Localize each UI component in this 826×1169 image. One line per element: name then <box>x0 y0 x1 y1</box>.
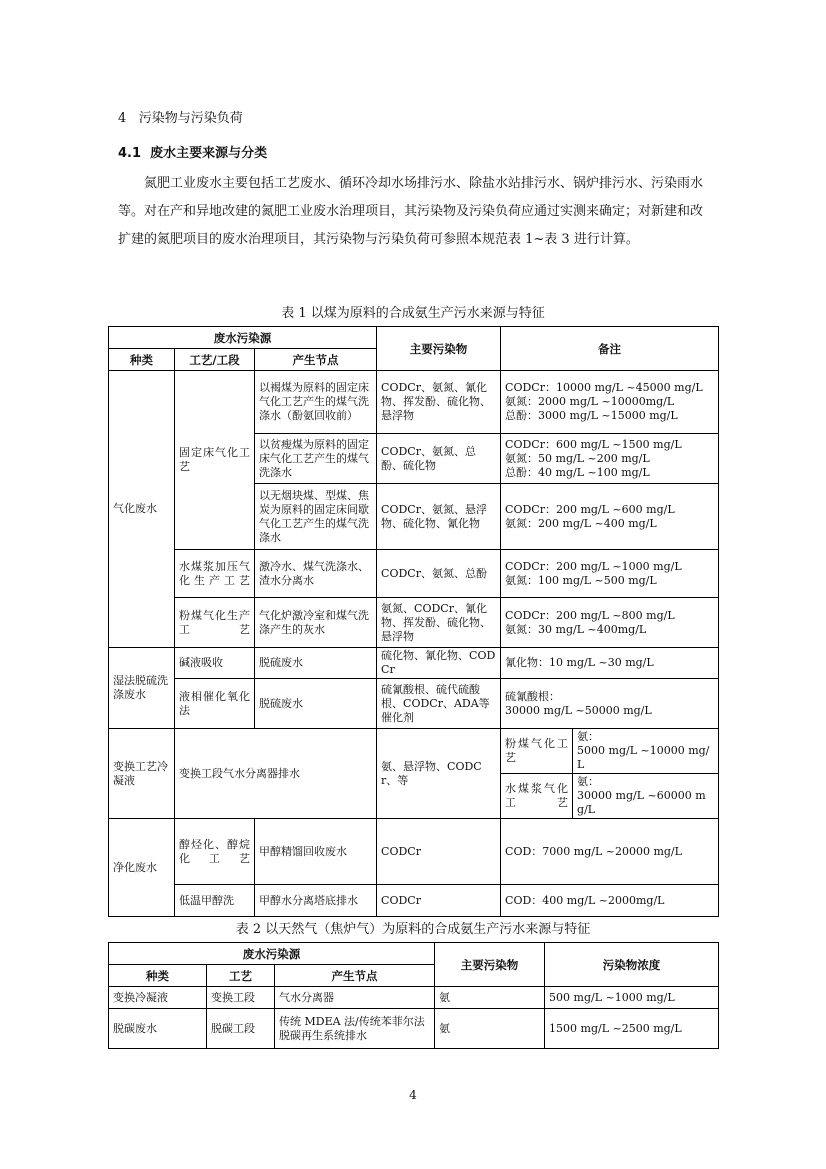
node-cell: 激冷水、煤气洗涤水、渣水分离水 <box>255 550 377 598</box>
table-row <box>109 1009 719 1049</box>
shift-node: 变换工段气水分离器排水 <box>175 729 377 819</box>
remark-cell: 硫氰酸根： 30000 mg/L ~50000 mg/L <box>501 679 719 729</box>
pollutant-cell: CODCr <box>377 819 501 885</box>
remark-cell: CODCr：200 mg/L ~1000 mg/L 氨氮：100 mg/L ~500 mg/L <box>501 550 719 598</box>
subsection-number: 4.1 <box>118 146 142 161</box>
shift-pollutant: 氨、悬浮物、CODCr、等 <box>377 729 501 819</box>
fixed-bed-process: 固定床气化工艺 <box>175 371 255 550</box>
remark-cell: 氰化物：10 mg/L ~30 mg/L <box>501 648 719 679</box>
node-cell: 气化炉激冷室和煤气洗涤产生的灰水 <box>255 598 377 648</box>
subsection-title: 废水主要来源与分类 <box>150 146 268 161</box>
section-title: 污染物与污染负荷 <box>138 111 243 126</box>
pollutant-cell: 氨氮、CODCr、氰化物、挥发酚、硫化物、悬浮物 <box>377 598 501 648</box>
desulfur-type: 湿法脱硫洗涤废水 <box>109 648 175 729</box>
node-cell: 以褐煤为原料的固定床气化工艺产生的煤气洗涤水（酚氨回收前） <box>255 371 377 434</box>
process-cell: 粉煤气化生产工艺 <box>175 598 255 648</box>
table-row <box>109 729 719 774</box>
process-cell: 变换工段 <box>207 987 275 1009</box>
table-row <box>109 371 719 434</box>
node-cell: 脱硫废水 <box>255 679 377 729</box>
shift-sub-value: 氨： 30000 mg/L ~60000 mg/L <box>573 774 719 819</box>
node-cell: 甲醇水分离塔底排水 <box>255 885 377 917</box>
type-cell: 变换冷凝液 <box>109 987 207 1009</box>
t2-header-process: 工艺 <box>207 965 275 987</box>
t2-header-pollutant: 主要污染物 <box>435 943 545 987</box>
table2-caption: 表 2 以天然气（焦炉气）为原料的合成氨生产污水来源与特征 <box>235 922 591 937</box>
remark-cell: COD：400 mg/L ~2000mg/L <box>501 885 719 917</box>
table-row <box>109 648 719 679</box>
t2-header-type: 种类 <box>109 965 207 987</box>
pollutant-cell: CODCr、氨氮、氰化物、挥发酚、硫化物、悬浮物 <box>377 371 501 434</box>
shift-type: 变换工艺冷凝液 <box>109 729 175 819</box>
t1-header-pollutant: 主要污染物 <box>377 327 501 371</box>
table1 <box>108 326 719 917</box>
type-cell: 脱碳废水 <box>109 1009 207 1049</box>
node-cell: 以贫瘦煤为原料的固定床气化工艺产生的煤气洗涤水 <box>255 434 377 484</box>
table1-caption: 表 1 以煤为原料的合成氨生产污水来源与特征 <box>281 306 545 321</box>
shift-sub-value: 氨： 5000 mg/L ~10000 mg/L <box>573 729 719 774</box>
process-cell: 低温甲醇洗 <box>175 885 255 917</box>
conc-cell: 1500 mg/L ~2500 mg/L <box>545 1009 719 1049</box>
remark-cell: CODCr：10000 mg/L ~45000 mg/L 氨氮：2000 mg/L ~10000mg/L 总酚：3000 mg/L ~15000 mg/L <box>501 371 719 434</box>
node-cell: 传统 MDEA 法/传统苯菲尔法脱碳再生系统排水 <box>275 1009 435 1049</box>
shift-sub-process: 粉煤气化工艺 <box>501 729 573 774</box>
gasification-type: 气化废水 <box>109 371 175 648</box>
process-cell: 醇烃化、醇烷化工艺 <box>175 819 255 885</box>
node-cell: 气水分离器 <box>275 987 435 1009</box>
pollutant-cell: 硫氰酸根、硫代硫酸根、CODCr、ADA等催化剂 <box>377 679 501 729</box>
node-cell: 甲醇精馏回收废水 <box>255 819 377 885</box>
t1-header-source: 废水污染源 <box>109 327 377 349</box>
table2 <box>108 942 719 1049</box>
table-row <box>109 550 719 598</box>
shift-sub-process: 水煤浆气化工艺 <box>501 774 573 819</box>
pollutant-cell: CODCr、氨氮、总酚 <box>377 550 501 598</box>
remark-cell: CODCr：600 mg/L ~1500 mg/L 氨氮：50 mg/L ~200 mg/L 总酚：40 mg/L ~100 mg/L <box>501 434 719 484</box>
section-heading <box>118 107 243 126</box>
paragraph-text: 氮肥工业废水主要包括工艺废水、循环冷却水场排污水、除盐水站排污水、锅炉排污水、污染雨水等。对在产和异地改建的氮肥工业废水治理项目，其污染物及污染负荷应通过实测来确定；对新建和改扩建的氮肥项目的废水治理项目，其污染物与污染负荷可参照本规范表 1~表 3 进行计算。 <box>118 176 704 247</box>
t1-header-type: 种类 <box>109 349 175 371</box>
pollutant-cell: CODCr、氨氮、悬浮物、硫化物、氰化物 <box>377 484 501 550</box>
node-cell: 脱硫废水 <box>255 648 377 679</box>
remark-cell: CODCr：200 mg/L ~800 mg/L 氨氮：30 mg/L ~400mg/L <box>501 598 719 648</box>
pollutant-cell: CODCr、氨氮、总酚、硫化物 <box>377 434 501 484</box>
table-row <box>109 819 719 885</box>
process-cell: 碱液吸收 <box>175 648 255 679</box>
table-row <box>109 885 719 917</box>
pollutant-cell: 氨 <box>435 987 545 1009</box>
remark-cell: CODCr：200 mg/L ~600 mg/L 氨氮：200 mg/L ~400 mg/L <box>501 484 719 550</box>
process-cell: 脱碳工段 <box>207 1009 275 1049</box>
process-cell: 液相催化氧化法 <box>175 679 255 729</box>
t1-header-process: 工艺/工段 <box>175 349 255 371</box>
pollutant-cell: 氨 <box>435 1009 545 1049</box>
page-number: 4 <box>409 1088 417 1102</box>
t1-header-remark: 备注 <box>501 327 719 371</box>
table-row <box>109 679 719 729</box>
t1-header-node: 产生节点 <box>255 349 377 371</box>
t2-header-node: 产生节点 <box>275 965 435 987</box>
subsection-heading <box>118 142 267 161</box>
t2-header-conc: 污染物浓度 <box>545 943 719 987</box>
body-paragraph <box>118 170 712 254</box>
table-row <box>109 987 719 1009</box>
table-row <box>109 598 719 648</box>
remark-cell: COD：7000 mg/L ~20000 mg/L <box>501 819 719 885</box>
node-cell: 以无烟块煤、型煤、焦炭为原料的固定床间歇气化工艺产生的煤气洗涤水 <box>255 484 377 550</box>
section-number: 4 <box>118 111 127 126</box>
t2-header-source: 废水污染源 <box>109 943 435 965</box>
process-cell: 水煤浆加压气化生产工艺 <box>175 550 255 598</box>
purify-type: 净化废水 <box>109 819 175 917</box>
pollutant-cell: 硫化物、氰化物、CODCr <box>377 648 501 679</box>
pollutant-cell: CODCr <box>377 885 501 917</box>
conc-cell: 500 mg/L ~1000 mg/L <box>545 987 719 1009</box>
